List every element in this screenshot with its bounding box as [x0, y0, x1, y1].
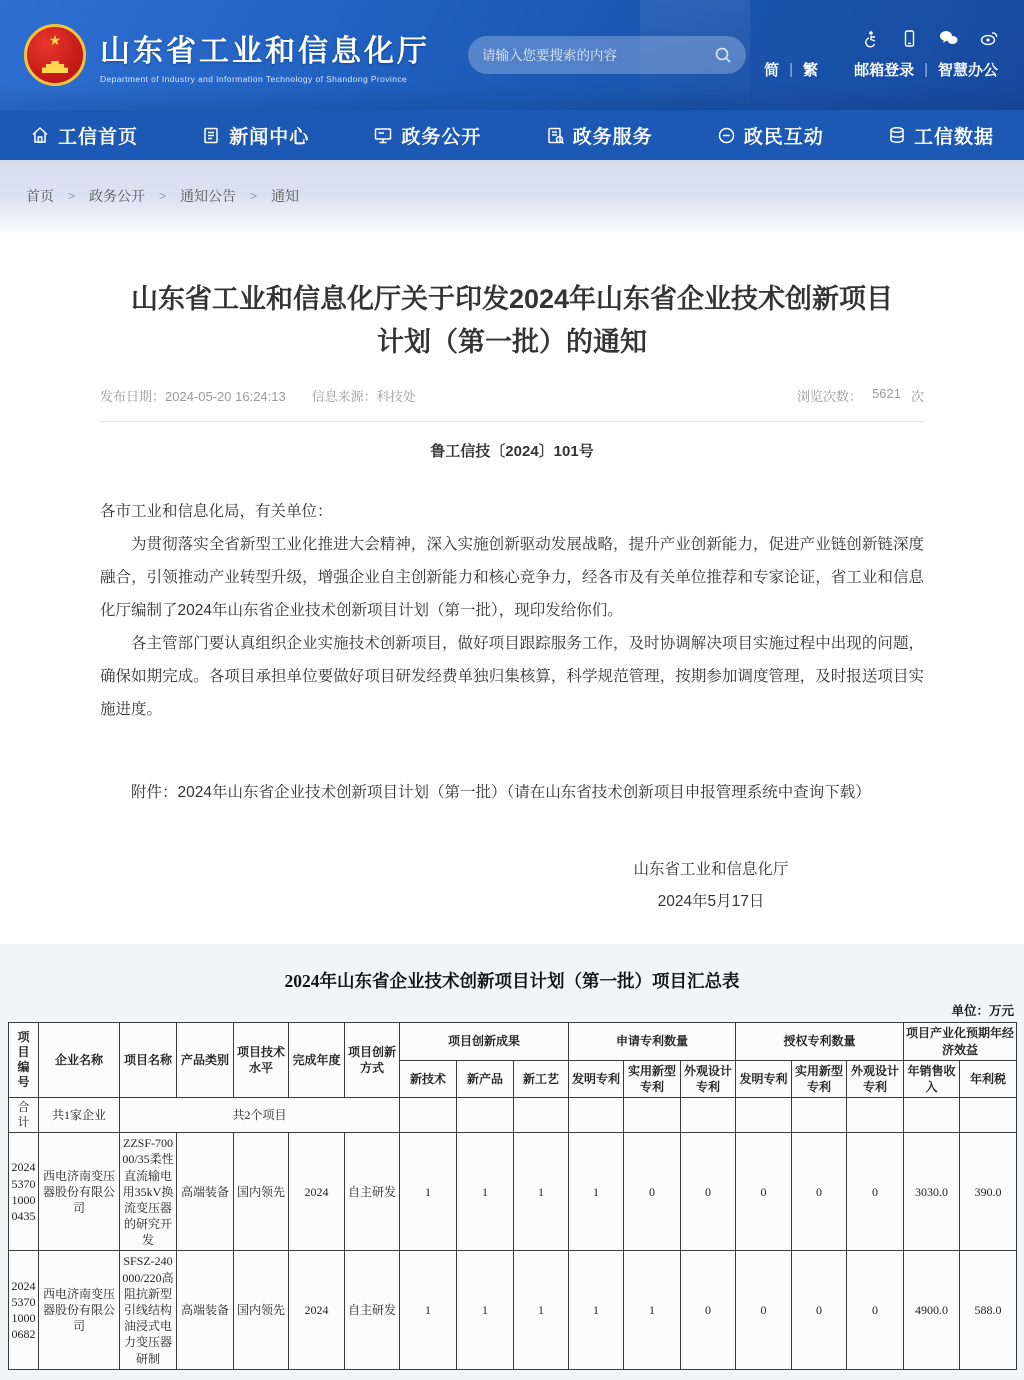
nav-item-gov-open[interactable]: 政务公开	[373, 122, 481, 149]
article-title: 山东省工业和信息化厅关于印发2024年山东省企业技术创新项目计划（第一批）的通知	[130, 284, 894, 358]
site-logo[interactable]	[24, 24, 430, 86]
col-category: 产品类别	[177, 1023, 234, 1098]
news-icon	[202, 126, 221, 145]
service-icon	[546, 126, 565, 145]
project-summary-table	[8, 1022, 1017, 1369]
site-header: ★ 山东省工业和信息化厅 Department of Industry and Information Technology of Shandong Province 请输入您要搜索的内容 简 | 繁 邮箱登录 | 智慧办公	[0, 0, 1024, 110]
monitor-icon	[373, 126, 393, 145]
nav-item-gov-service[interactable]: 政务服务	[546, 122, 653, 149]
col-new-tech: 新技术	[400, 1060, 457, 1097]
nav-item-interaction[interactable]: 政民互动	[717, 122, 824, 149]
signer: 山东省工业和信息化厅	[633, 861, 789, 879]
paragraph-1: 为贯彻落实全省新型工业化推进大会精神，深入实施创新驱动发展战略，提升产业创新能力，促进产业链创新链深度融合，引领推动产业转型升级，增强企业自主创新能力和核心竞争力，经各市及有关单位推荐和专家论证，省工业和信息化厅编制了2024年山东省企业技术创新项目计划（第一批），现印发给你们。	[100, 536, 924, 620]
breadcrumb-notices[interactable]: 通知公告	[180, 188, 237, 204]
mail-login-link[interactable]: 邮箱登录	[854, 62, 915, 79]
search-input[interactable]	[482, 48, 714, 63]
site-title: 山东省工业和信息化厅	[100, 35, 430, 68]
search-box[interactable]	[468, 36, 746, 74]
group-applied-patents: 申请专利数量	[569, 1023, 736, 1060]
table-title: 2024年山东省企业技术创新项目计划（第一批）项目汇总表	[284, 971, 740, 992]
col-new-process: 新工艺	[514, 1060, 569, 1097]
view-count: 浏览次数： 5621 次	[797, 386, 924, 405]
signature-block	[546, 854, 876, 944]
database-icon	[888, 126, 906, 145]
col-company: 企业名称	[39, 1023, 120, 1098]
lang-traditional-link[interactable]: 繁	[803, 62, 819, 79]
total-enterprises: 共1家企业	[39, 1098, 120, 1133]
interaction-icon	[717, 126, 736, 145]
col-applied-utility: 实用新型专利	[624, 1060, 681, 1097]
salutation: 各市工业和信息化局，有关单位：	[100, 503, 333, 521]
col-applied-invention: 发明专利	[569, 1060, 624, 1097]
col-annual-tax: 年利税	[960, 1060, 1017, 1097]
nav-item-data[interactable]: 工信数据	[888, 122, 994, 149]
site-subtitle: Department of Industry and Information Technology of Shandong Province	[100, 74, 408, 84]
nav-item-home[interactable]: 工信首页	[30, 122, 138, 149]
home-icon	[30, 125, 50, 145]
col-completion-year: 完成年度	[289, 1023, 345, 1098]
table-row: 2024537010000682 西电济南变压器股份有限公司 SFSZ-240000/220高阻抗新型引线结构油浸式电力变压器研制 高端装备 国内领先 2024 自主研发 1 1 1 1 1 0 0 0 0 4900.0 588.0	[9, 1251, 1017, 1369]
total-label: 合计	[9, 1098, 39, 1133]
col-project-name: 项目名称	[120, 1023, 177, 1098]
col-granted-utility: 实用新型专利	[792, 1060, 847, 1097]
col-granted-design: 外观设计专利	[847, 1060, 904, 1097]
weibo-icon[interactable]	[980, 30, 998, 47]
attachment-line: 附件：2024年山东省企业技术创新项目计划（第一批）（请在山东省技术创新项目申报管理系统中查询下载）	[131, 784, 871, 802]
col-new-product: 新产品	[457, 1060, 514, 1097]
lang-simplified-link[interactable]: 简	[764, 62, 780, 79]
main-nav	[0, 110, 1024, 160]
article-meta	[100, 386, 924, 422]
col-project-id: 项目编号	[9, 1023, 39, 1098]
breadcrumb-gov-open[interactable]: 政务公开	[89, 188, 146, 204]
col-granted-invention: 发明专利	[736, 1060, 792, 1097]
nav-item-news[interactable]: 新闻中心	[202, 122, 309, 149]
article-body	[100, 495, 924, 726]
smart-office-link[interactable]: 智慧办公	[937, 62, 998, 79]
table-row: 2024537010000435 西电济南变压器股份有限公司 ZZSF-70000/35柔性直流输电用35kV换流变压器的研究开发 高端装备 国内领先 2024 自主研发 1 1 1 1 0 0 0 0 0 3030.0 390.0	[9, 1133, 1017, 1251]
sign-date: 2024年5月17日	[657, 893, 765, 911]
breadcrumb-home[interactable]: 首页	[26, 188, 54, 204]
table-unit-note: 单位：万元	[951, 1004, 1014, 1019]
group-achievements: 项目创新成果	[400, 1023, 569, 1060]
document-number: 鲁工信技〔2024〕101号	[430, 443, 594, 461]
group-granted-patents: 授权专利数量	[736, 1023, 904, 1060]
info-source: 信息来源：科技处	[311, 389, 416, 405]
breadcrumb-strip	[0, 160, 1024, 236]
accessibility-icon[interactable]	[863, 30, 880, 47]
wechat-icon[interactable]	[939, 30, 958, 47]
col-innovation-method: 项目创新方式	[345, 1023, 400, 1098]
breadcrumb-current: 通知	[271, 188, 300, 204]
publish-date: 发布日期：2024-05-20 16:24:13	[100, 389, 286, 405]
breadcrumb: 首页 > 政务公开 > 通知公告 > 通知	[26, 188, 300, 204]
col-annual-sales: 年销售收入	[904, 1060, 960, 1097]
group-economic-benefit: 项目产业化预期年经济效益	[904, 1023, 1017, 1060]
paragraph-2: 各主管部门要认真组织企业实施技术创新项目，做好项目跟踪服务工作，及时协调解决项目实施过程中出现的问题，确保如期完成。各项目承担单位要做好项目研发经费单独归集核算，科学规范管理，按期参加调度管理，及时报送项目实施进度。	[100, 635, 924, 719]
total-row	[9, 1098, 1017, 1133]
col-applied-design: 外观设计专利	[681, 1060, 736, 1097]
total-projects: 共2个项目	[120, 1098, 400, 1133]
col-tech-level: 项目技术水平	[234, 1023, 289, 1098]
summary-table-section	[0, 944, 1024, 1379]
search-icon[interactable]	[714, 46, 732, 64]
national-emblem-icon: ★	[24, 24, 86, 86]
article	[0, 236, 1024, 944]
mobile-icon[interactable]	[902, 30, 917, 47]
